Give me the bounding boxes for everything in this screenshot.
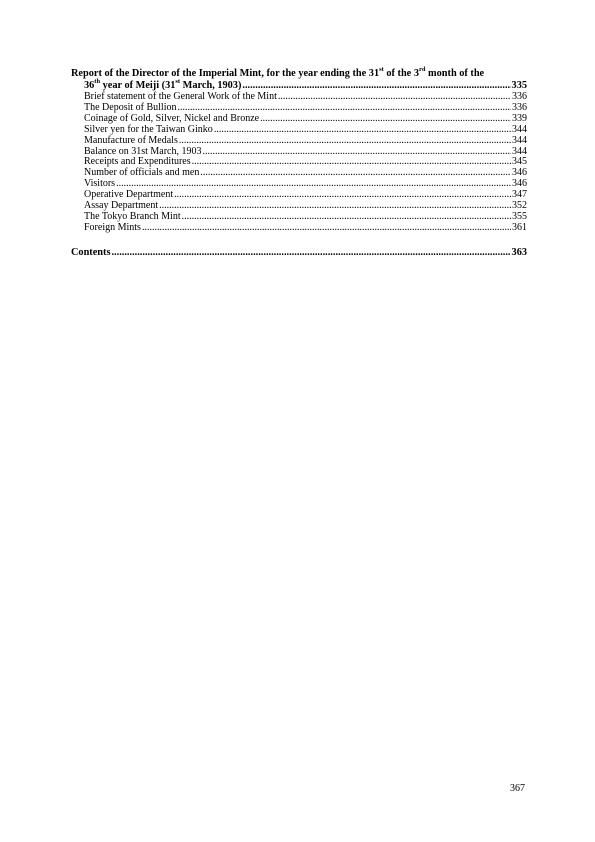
dot-leader (159, 201, 511, 212)
toc-page-number: 336 (512, 91, 527, 102)
dot-leader (214, 125, 511, 136)
superscript: rd (418, 65, 426, 73)
dot-leader (242, 80, 510, 92)
dot-leader (200, 168, 511, 179)
toc-sub-entry[interactable] (84, 136, 527, 147)
toc-page-number: 339 (512, 112, 527, 124)
toc-entry-title: Visitors (84, 178, 116, 190)
toc-entry-title: Operative Department (84, 189, 174, 201)
toc-page-number: 355 (512, 210, 527, 222)
toc-main-text: 36 (84, 80, 95, 91)
toc-sub-entry[interactable] (84, 168, 527, 179)
toc-page-number: 361 (512, 221, 527, 233)
toc-page-number: 344 (512, 145, 527, 157)
table-of-contents (71, 65, 527, 259)
toc-entry-title: Assay Department (84, 200, 159, 212)
toc-page-number: 346 (512, 178, 527, 190)
toc-main-text: of the 3 (383, 68, 419, 79)
dot-leader (182, 212, 511, 223)
toc-page-number: 352 (512, 200, 527, 212)
toc-entry-title: Number of officials and men (84, 167, 200, 179)
toc-page-number: 344 (512, 134, 527, 146)
toc-sub-entry[interactable] (84, 125, 527, 136)
dot-leader (202, 147, 511, 158)
toc-entry-title: Balance on 31st March, 1903 (84, 145, 202, 157)
toc-page-number: 347 (512, 189, 527, 201)
dot-leader (179, 136, 511, 147)
toc-main-text: March, 1903) (180, 80, 242, 91)
toc-main-text: year of Meiji (31 (100, 80, 176, 91)
dot-leader (260, 114, 511, 125)
superscript: th (94, 77, 101, 85)
toc-main-text: Report of the Director of the Imperial Mint, for the year ending the 31 (71, 68, 380, 79)
superscript: st (379, 65, 384, 73)
toc-page-number: 336 (512, 101, 527, 113)
toc-main-entry-line1 (71, 65, 527, 80)
toc-sub-entries (71, 92, 527, 234)
toc-page-number: 346 (512, 167, 527, 179)
toc-entry-title: Manufacture of Medals (84, 134, 178, 146)
dot-leader (116, 179, 511, 190)
dot-leader (192, 157, 511, 168)
toc-entry-title: Brief statement of the General Work of the Mint (84, 91, 277, 102)
dot-leader (278, 92, 511, 103)
toc-main-entry[interactable] (71, 65, 527, 92)
page-number: 367 (510, 783, 525, 794)
toc-entry-title: Foreign Mints (84, 221, 141, 233)
toc-page-number: 344 (512, 123, 527, 135)
toc-page-number: 345 (512, 156, 527, 168)
toc-sub-entry[interactable] (84, 212, 527, 223)
toc-page-number: 335 (511, 80, 527, 91)
toc-entry-title: The Tokyo Branch Mint (84, 210, 181, 222)
dot-leader (174, 190, 511, 201)
toc-entry-title: Silver yen for the Taiwan Ginko (84, 123, 213, 135)
toc-entry-title: Coinage of Gold, Silver, Nickel and Bronze (84, 112, 260, 124)
toc-entry-title: Contents (71, 246, 111, 258)
toc-entry-title: The Deposit of Bullion (84, 101, 177, 113)
toc-page-number: 363 (511, 246, 527, 258)
toc-entry-title: Receipts and Expenditures (84, 156, 191, 168)
superscript: st (175, 77, 181, 85)
toc-sub-entry[interactable] (84, 223, 527, 234)
dot-leader (142, 223, 511, 234)
toc-contents-entry[interactable] (71, 247, 527, 259)
toc-main-text: month of the (425, 68, 485, 79)
dot-leader (111, 247, 510, 259)
